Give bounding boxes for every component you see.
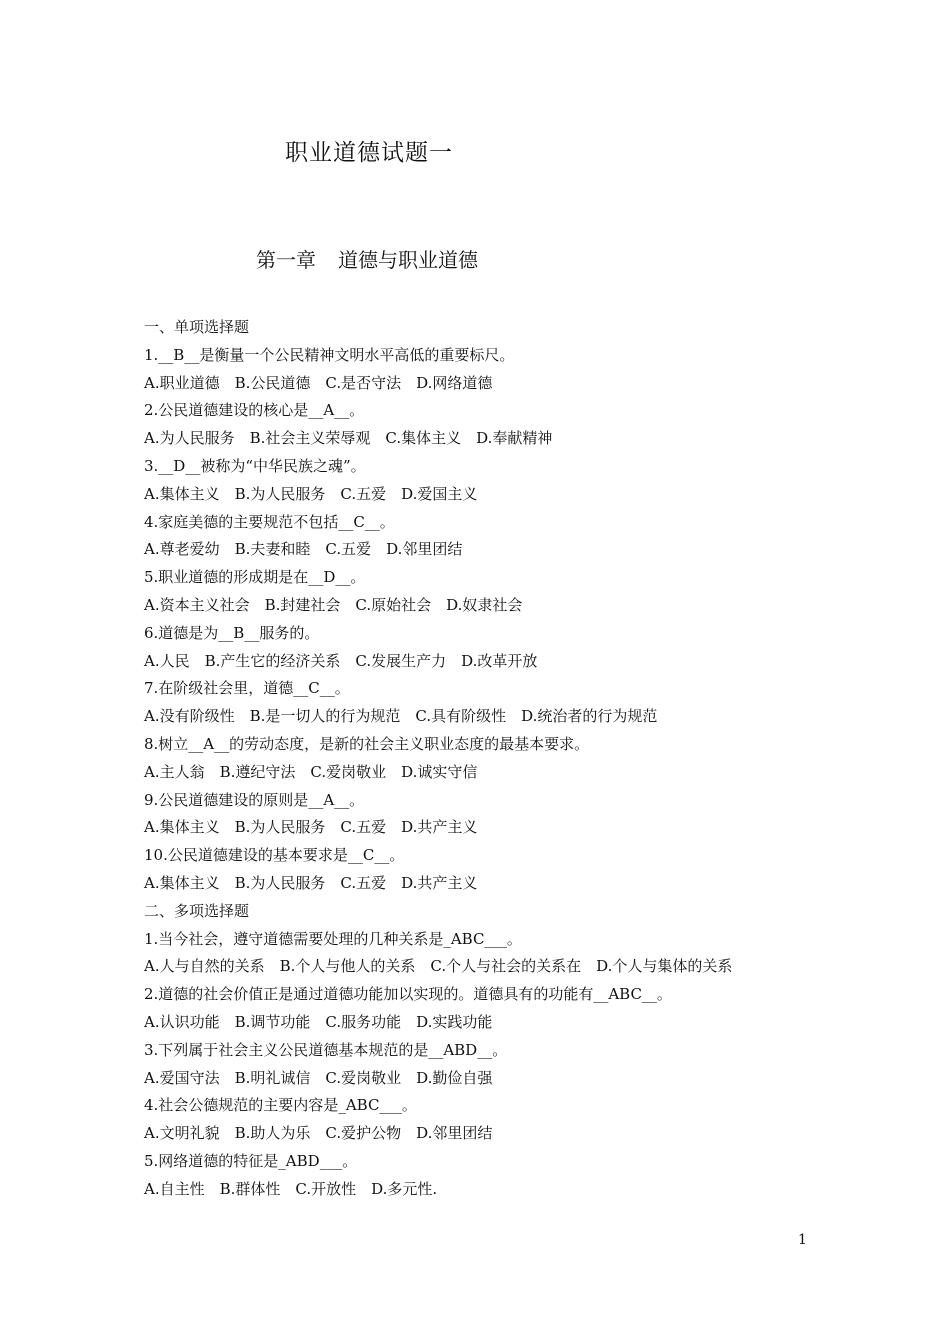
document-title: 职业道德试题一 bbox=[285, 140, 453, 166]
question-line: 8.树立__A__的劳动态度，是新的社会主义职业态度的最基本要求。 bbox=[144, 734, 590, 753]
section-heading: 一、单项选择题 bbox=[144, 318, 250, 336]
question-line: 3.__D__被称为“中华民族之魂”。 bbox=[144, 456, 366, 475]
answer-options: A.人与自然的关系 B.个人与他人的关系 C.个人与社会的关系在 D.个人与集体的关系 bbox=[144, 957, 733, 976]
question-line: 10.公民道德建设的基本要求是__C__。 bbox=[144, 846, 405, 865]
answer-options: A.集体主义 B.为人民服务 C.五爱 D.共产主义 bbox=[144, 818, 478, 837]
answer-options: A.自主性 B.群体性 C.开放性 D.多元性. bbox=[144, 1179, 438, 1198]
question-line: 5.职业道德的形成期是在__D__。 bbox=[144, 568, 366, 587]
question-line: 6.道德是为__B__服务的。 bbox=[144, 623, 320, 642]
answer-options: A.集体主义 B.为人民服务 C.五爱 D.共产主义 bbox=[144, 873, 478, 892]
question-list bbox=[144, 314, 844, 1204]
chapter-title: 道德与职业道德 bbox=[338, 248, 478, 272]
answer-options: A.职业道德 B.公民道德 C.是否守法 D.网络道德 bbox=[144, 373, 493, 392]
answer-options: A.资本主义社会 B.封建社会 C.原始社会 D.奴隶社会 bbox=[144, 595, 523, 614]
question-line: 1.__B__是衡量一个公民精神文明水平高低的重要标尺。 bbox=[144, 345, 515, 364]
answer-options: A.尊老爱幼 B.夫妻和睦 C.五爱 D.邻里团结 bbox=[144, 540, 463, 559]
chapter-heading bbox=[256, 244, 478, 273]
section-heading: 二、多项选择题 bbox=[144, 901, 250, 920]
answer-options: A.文明礼貌 B.助人为乐 C.爱护公物 D.邻里团结 bbox=[144, 1124, 493, 1143]
question-line: 3.下列属于社会主义公民道德基本规范的是__ABD__。 bbox=[144, 1040, 508, 1059]
page-number: 1 bbox=[798, 1232, 807, 1248]
answer-options: A.没有阶级性 B.是一切人的行为规范 C.具有阶级性 D.统治者的行为规范 bbox=[144, 707, 658, 726]
answer-options: A.主人翁 B.遵纪守法 C.爱岗敬业 D.诚实守信 bbox=[144, 762, 478, 781]
question-line: 4.家庭美德的主要规范不包括__C__。 bbox=[144, 512, 395, 531]
question-line: 1.当今社会，遵守道德需要处理的几种关系是_ABC___。 bbox=[144, 929, 522, 948]
question-line: 7.在阶级社会里，道德__C__。 bbox=[144, 679, 350, 698]
question-line: 9.公民道德建设的原则是__A__。 bbox=[144, 790, 365, 809]
answer-options: A.人民 B.产生它的经济关系 C.发展生产力 D.改革开放 bbox=[144, 651, 538, 670]
answer-options: A.集体主义 B.为人民服务 C.五爱 D.爱国主义 bbox=[144, 484, 478, 503]
question-line: 2.道德的社会价值正是通过道德功能加以实现的。道德具有的功能有__ABC__。 bbox=[144, 985, 672, 1004]
question-line: 2.公民道德建设的核心是__A__。 bbox=[144, 401, 365, 420]
chapter-number: 第一章 bbox=[256, 248, 316, 272]
answer-options: A.认识功能 B.调节功能 C.服务功能 D.实践功能 bbox=[144, 1012, 493, 1031]
answer-options: A.爱国守法 B.明礼诚信 C.爱岗敬业 D.勤俭自强 bbox=[144, 1068, 493, 1087]
question-line: 5.网络道德的特征是_ABD___。 bbox=[144, 1151, 358, 1170]
question-line: 4.社会公德规范的主要内容是_ABC___。 bbox=[144, 1096, 417, 1115]
answer-options: A.为人民服务 B.社会主义荣辱观 C.集体主义 D.奉献精神 bbox=[144, 429, 553, 448]
